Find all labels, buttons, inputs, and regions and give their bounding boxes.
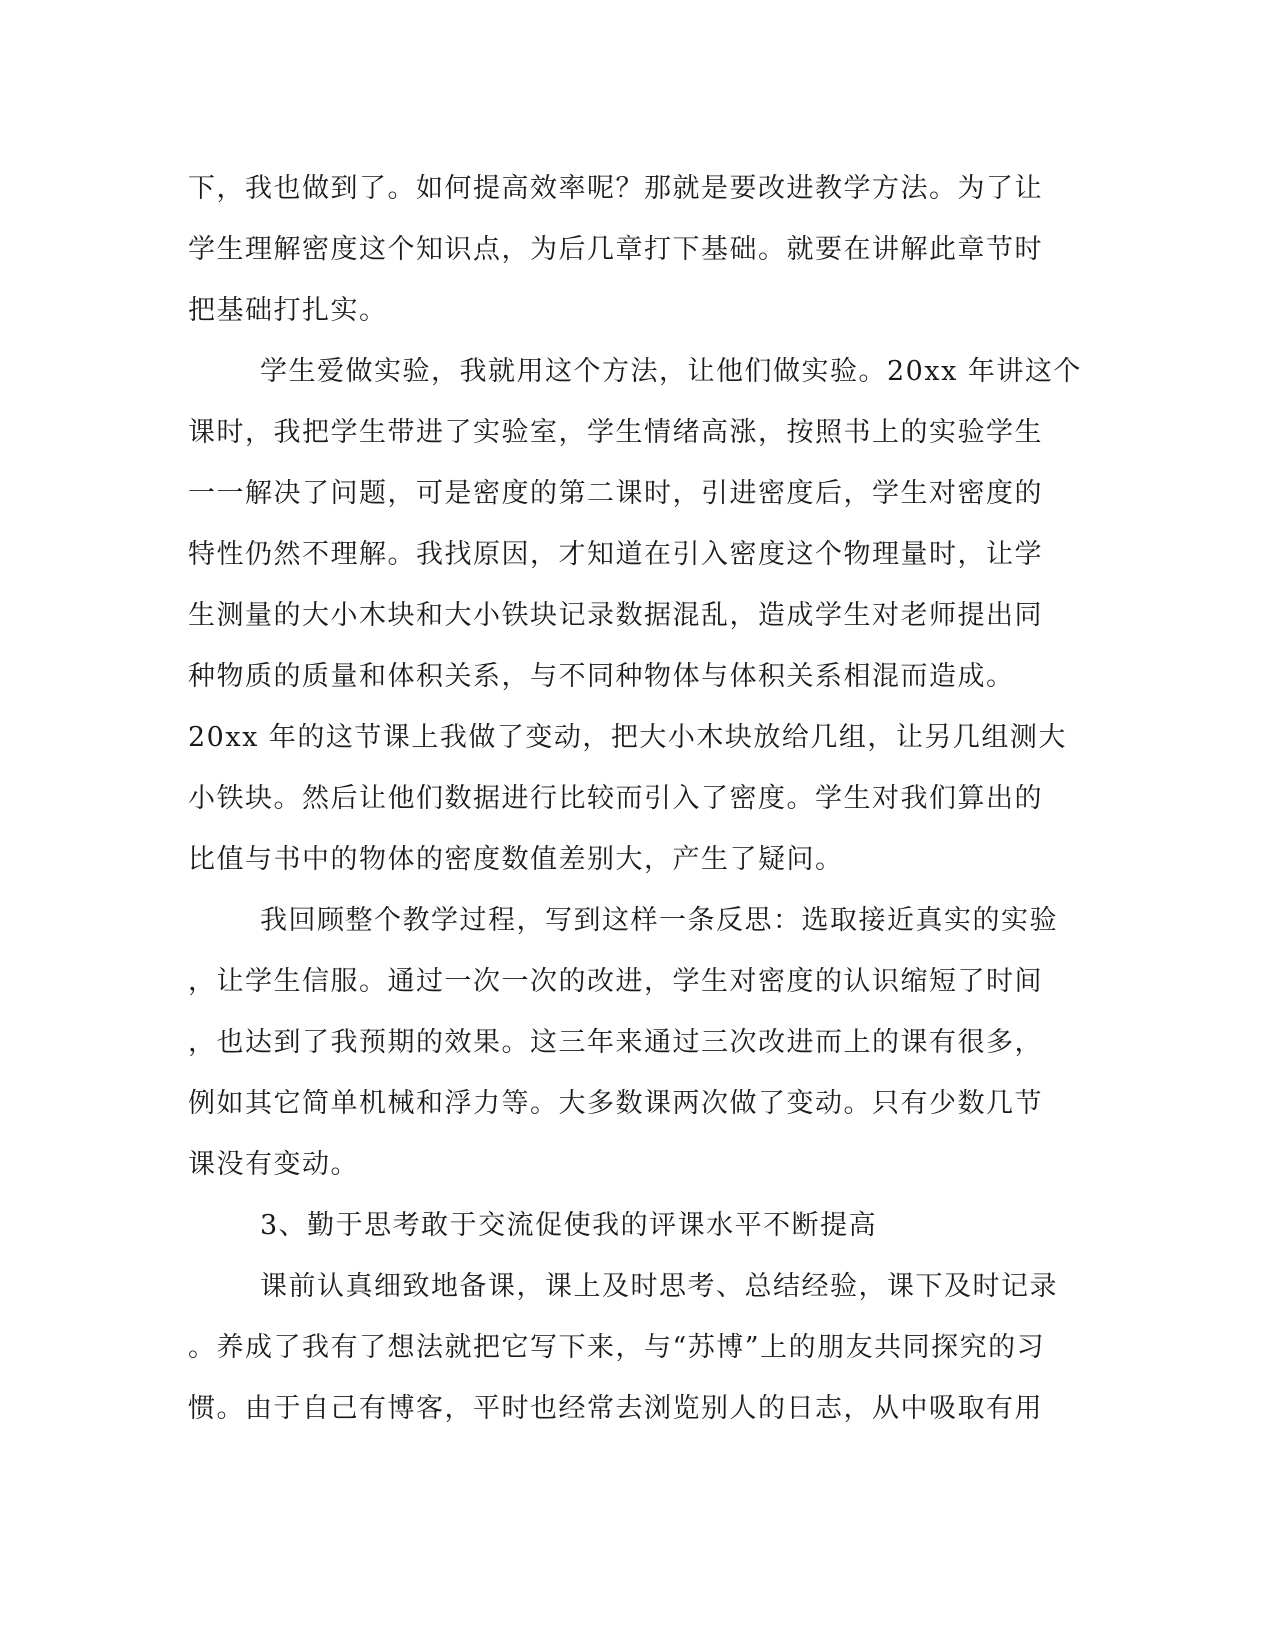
text-line: 课时，我把学生带进了实验室，学生情绪高涨，按照书上的实验学生 [188,417,1043,448]
text-line: ，让学生信服。通过一次一次的改进，学生对密度的认识缩短了时间 [188,966,1043,997]
text-line: 特性仍然不理解。我找原因，才知道在引入密度这个物理量时，让学 [188,539,1043,570]
paragraph-start-line: 我回顾整个教学过程，写到这样一条反思：选取接近真实的实验 [260,905,1058,936]
text-line: 生测量的大小木块和大小铁块记录数据混乱，造成学生对老师提出同 [188,600,1043,631]
text-line: 种物质的质量和体积关系，与不同种物体与体积关系相混而造成。 [188,661,1015,692]
text-line: 下，我也做到了。如何提高效率呢？那就是要改进教学方法。为了让 [188,173,1043,204]
section-heading: 3、勤于思考敢于交流促使我的评课水平不断提高 [260,1210,878,1241]
text-line: 。养成了我有了想法就把它写下来，与“苏博”上的朋友共同探究的习 [188,1332,1046,1363]
text-line: 小铁块。然后让他们数据进行比较而引入了密度。学生对我们算出的 [188,783,1043,814]
text-line: 比值与书中的物体的密度数值差别大，产生了疑问。 [188,844,844,875]
text-line: 例如其它简单机械和浮力等。大多数课两次做了变动。只有少数几节 [188,1088,1043,1119]
text-line: 把基础打扎实。 [188,295,388,326]
text-line: 学生理解密度这个知识点，为后几章打下基础。就要在讲解此章节时 [188,234,1043,265]
text-line: 一一解决了问题，可是密度的第二课时，引进密度后，学生对密度的 [188,478,1043,509]
text-line: ，也达到了我预期的效果。这三年来通过三次改进而上的课有很多， [188,1027,1043,1058]
text-line: 课没有变动。 [188,1149,359,1180]
body-text [188,158,1088,1439]
text-line: 20xx 年的这节课上我做了变动，把大小木块放给几组，让另几组测大 [188,722,1067,753]
paragraph-start-line: 课前认真细致地备课，课上及时思考、总结经验，课下及时记录 [260,1271,1058,1302]
text-line: 惯。由于自己有博客，平时也经常去浏览别人的日志，从中吸取有用 [188,1393,1043,1424]
paragraph-start-line: 学生爱做实验，我就用这个方法，让他们做实验。20xx 年讲这个 [260,356,1082,387]
